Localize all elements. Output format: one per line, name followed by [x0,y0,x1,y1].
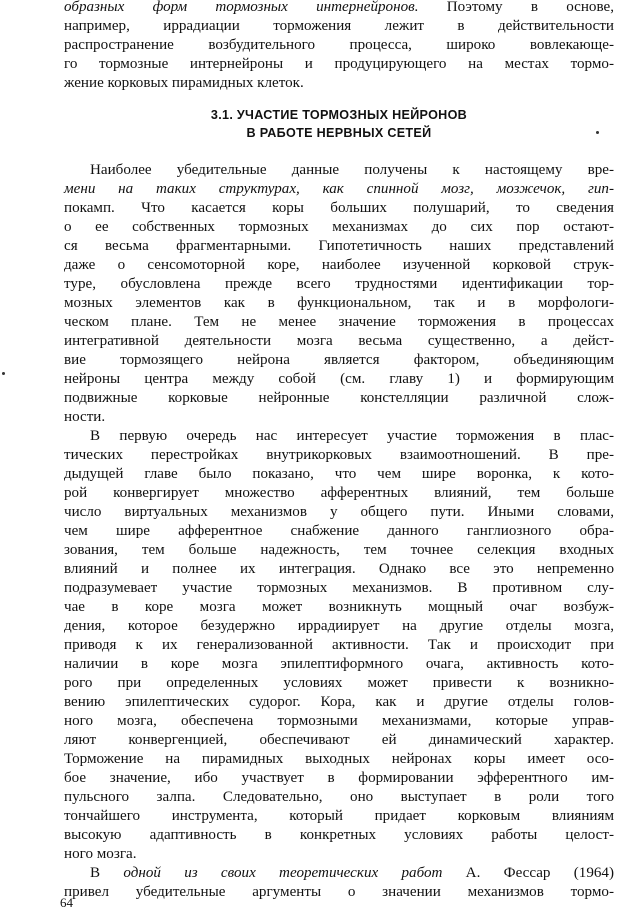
text-line: рой конвергирует множество афферентных влияний, тем больше [64,485,614,501]
text-line: туре, обусловлена прежде всего трудностями идентификации тор- [64,276,614,292]
text-line: ного мозга, обеспечена тормозными механизмами, которые управ- [64,713,614,729]
text-line: покамп. Что касается коры больших полушарий, то сведения [64,200,614,216]
text-line: приводя к их генерализованной активности. Так и происходит при [64,637,614,653]
text-line: высокую адаптивность в конкретных условиях работы целост- [64,827,614,843]
text-line: наличии в коре мозга эпилептиформного очага, активность кото- [64,656,614,672]
text-line: нейроны центра между собой (см. главу 1) и формирующим [64,371,614,387]
text-line: мени на таких структурах, как спинной мозг, мозжечок, гип- [64,181,614,197]
text-line: дения, которое безудержно иррадиирует на другие отделы мозга, [64,618,614,634]
scan-speck [596,131,599,134]
text-line: чем шире афферентное снабжение данного ганглиозного обра- [64,523,614,539]
text-line: распространение возбудительного процесса, широко вовлекающе- [64,37,614,53]
text-line: о ее собственных тормозных механизмах до сих пор остают- [64,219,614,235]
text-line: Торможение на пирамидных выходных нейронах коры имеет осо- [64,751,614,767]
text-line: зования, тем больше надежность, тем точнее селекция входных [64,542,614,558]
section-heading-line-1: 3.1. УЧАСТИЕ ТОРМОЗНЫХ НЕЙРОНОВ [210,108,468,122]
text-line: даже о сенсомоторной коре, наиболее изученной корковой струк- [64,257,614,273]
book-page [64,0,614,910]
text-line: В первую очередь нас интересует участие торможения в плас- [90,428,614,444]
text-line: ся весьма фрагментарными. Гипотетичность наших представлений [64,238,614,254]
text-line: влияний и полнее их интеграция. Однако все это непременно [64,561,614,577]
text-line: Наиболее убедительные данные получены к настоящему вре- [90,162,614,178]
text-line: ности. [64,409,106,425]
text-line: например, иррадиации торможения лежит в действительности [64,18,614,34]
text-line: подвижные корковые нейронные констелляции различной слож- [64,390,614,406]
text-line: жение корковых пирамидных клеток. [64,75,304,91]
text-line: го тормозные интернейроны и продуцирующего на местах тормо- [64,56,614,72]
text-line: вению эпилептических судорог. Кора, как и другие отделы голов- [64,694,614,710]
text-line: В одной из своих теоретических работ А. Фессар (1964) [90,865,614,881]
text-line: вие тормозящего нейрона является фактором, объединяющим [64,352,614,368]
text-line: рого при определенных условиях может привести к возникно- [64,675,614,691]
text-line: ляют конвергенцией, обеспечивают ей динамический характер. [64,732,614,748]
text-line: подразумевает участие тормозных механизмов. В противном слу- [64,580,614,596]
text-line: чае в коре мозга может возникнуть мощный очаг возбуж- [64,599,614,615]
text-line: тончайшего инструмента, который придает корковым влияниям [64,808,614,824]
text-line: бое значение, ибо участвует в формировании эфферентного им- [64,770,614,786]
section-heading-line-2: В РАБОТЕ НЕРВНЫХ СЕТЕЙ [246,126,432,140]
text-line: число виртуальных механизмов у общего пути. Иными словами, [64,504,614,520]
text-line: образных форм тормозных интернейронов. Поэтому в основе, [64,0,614,15]
text-line: привел убедительные аргументы о значении механизмов тормо- [64,884,614,900]
text-line: тических перестройках внутрикорковых взаимоотношений. В пре- [64,447,614,463]
text-line: ческом плане. Тем не менее значение торможения в процессах [64,314,614,330]
text-line: мозных элементов как в функциональном, так и в морфологи- [64,295,614,311]
scan-speck [2,372,5,375]
text-line: пульсного залпа. Следовательно, оно выступает в роли того [64,789,614,805]
text-line: интегративной деятельности мозга весьма существенно, а дейст- [64,333,614,349]
text-line: ного мозга. [64,846,137,862]
text-line: дыдущей главе было показано, что чем шире воронка, к кото- [64,466,614,482]
page-number: 64 [60,895,73,910]
